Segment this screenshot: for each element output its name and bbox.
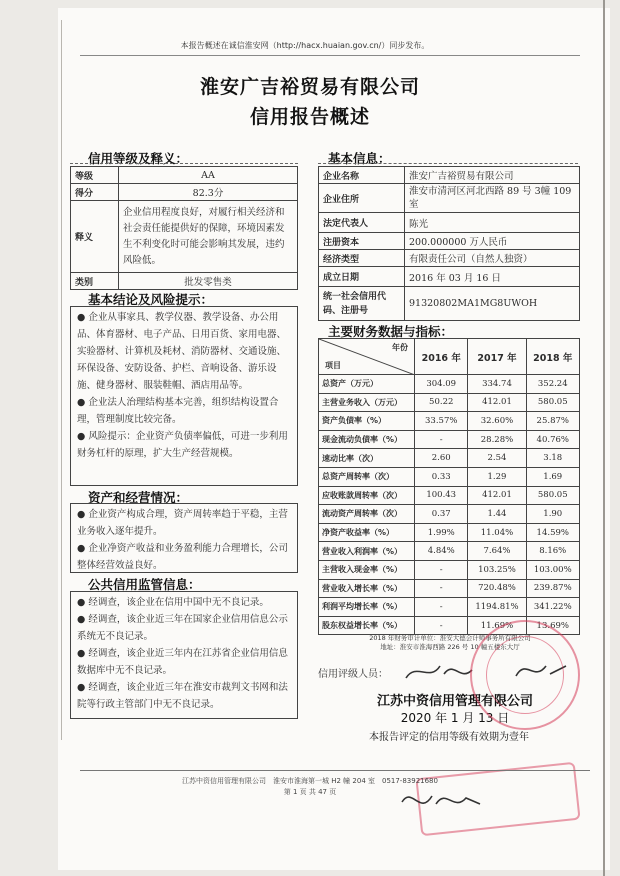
finance-row — [319, 560, 580, 579]
basic-label: 企业住所 — [319, 184, 405, 213]
finance-cell: 304.09 — [415, 375, 468, 394]
finance-cell: 412.01 — [468, 393, 526, 412]
score-label: 得分 — [71, 184, 119, 201]
finance-cell: 33.57% — [415, 412, 468, 431]
finance-row-label: 流动资产周转率（次） — [319, 505, 415, 524]
meaning-label: 释义 — [71, 201, 119, 273]
finance-cell: 1194.81% — [468, 598, 526, 617]
finance-cell: 1.90 — [526, 505, 579, 524]
finance-cell: 103.00% — [526, 560, 579, 579]
finance-cell: - — [415, 598, 468, 617]
finance-corner-cell — [319, 339, 415, 375]
finance-row-label: 主营收入现金率（%） — [319, 560, 415, 579]
finance-row — [319, 393, 580, 412]
finance-cell: 2.54 — [468, 449, 526, 468]
basic-label: 法定代表人 — [319, 213, 405, 233]
finance-cell: 412.01 — [468, 486, 526, 505]
finance-cell: 50.22 — [415, 393, 468, 412]
finance-cell: 2.60 — [415, 449, 468, 468]
finance-cell: 580.05 — [526, 486, 579, 505]
finance-cell: 7.64% — [468, 542, 526, 561]
finance-cell: 0.33 — [415, 467, 468, 486]
basic-label: 经济类型 — [319, 250, 405, 267]
public-item: ● 经调查，该企业近三年内在江苏省企业信用信息数据库中无不良记录。 — [77, 648, 288, 676]
conclusion-item: ● 企业从事家具、教学仪器、教学设备、办公用品、体育器材、电子产品、日用百货、家用电器、实验器材、计算机及耗材、消防器材、交通设施、环保设备、安防设备、护栏、音响设备、游乐设施、健身器材、服装鞋帽、酒店用品等。 — [77, 312, 287, 391]
basic-heading: 基本信息： — [328, 151, 391, 166]
finance-cell: 1.44 — [468, 505, 526, 524]
finance-cell: 341.22% — [526, 598, 579, 617]
finance-cell: - — [415, 579, 468, 598]
conclusion-heading: 基本结论及风险提示： — [88, 292, 214, 307]
basic-heading-rule — [318, 163, 578, 164]
footer-divider — [80, 770, 590, 771]
finance-row-label: 总资产周转率（次） — [319, 467, 415, 486]
finance-cell: 1.99% — [415, 523, 468, 542]
finance-cell: 8.16% — [526, 542, 579, 561]
year-header: 2017 年 — [468, 339, 526, 375]
finance-row — [319, 467, 580, 486]
basic-label: 注册资本 — [319, 233, 405, 250]
finance-cell: 580.05 — [526, 393, 579, 412]
basic-value: 淮安广吉裕贸易有限公司 — [405, 167, 580, 184]
finance-cell: 32.60% — [468, 412, 526, 431]
level-label: 等级 — [71, 167, 119, 184]
rater-date: 2020 年 1 月 13 日 — [400, 711, 510, 725]
basic-value: 91320802MA1MG8UWOH — [405, 287, 580, 321]
corner-item-label: 项目 — [325, 361, 341, 370]
finance-cell: - — [415, 560, 468, 579]
rater-org: 江苏中资信用管理有限公司 — [376, 694, 533, 709]
validity-note: 本报告评定的信用等级有效期为壹年 — [369, 732, 529, 743]
finance-cell: 40.76% — [526, 430, 579, 449]
finance-row — [319, 598, 580, 617]
audit-note: 2018 年财务审计单位：淮安大德会计师事务所有限公司 — [369, 634, 531, 642]
basic-label: 成立日期 — [319, 267, 405, 287]
finance-cell: 1.29 — [468, 467, 526, 486]
public-item: ● 经调查，该企业近三年在淮安市裁判文书网和法院等行政主管部门中无不良记录。 — [77, 682, 288, 710]
finance-cell: 352.24 — [526, 375, 579, 394]
finance-cell: 0.37 — [415, 505, 468, 524]
year-header: 2018 年 — [526, 339, 579, 375]
basic-value: 200.000000 万人民币 — [405, 233, 580, 250]
finance-row — [319, 505, 580, 524]
finance-cell: 1.69 — [526, 467, 579, 486]
address-note: 地址：淮安市淮海西路 226 号 10 幢五楼东大厅 — [380, 643, 520, 651]
finance-row-label: 股东权益增长率（%） — [319, 616, 415, 635]
page-edge-right — [603, 0, 605, 876]
finance-row-label: 营业收入增长率（%） — [319, 579, 415, 598]
year-header: 2016 年 — [415, 339, 468, 375]
finance-row — [319, 430, 580, 449]
rating-heading-rule — [70, 163, 298, 164]
finance-cell: 239.87% — [526, 579, 579, 598]
page-number: 第 1 页 共 47 页 — [283, 788, 337, 796]
finance-cell: 100.43 — [415, 486, 468, 505]
basic-table — [318, 166, 580, 321]
finance-row — [319, 486, 580, 505]
assets-heading: 资产和经营情况： — [88, 490, 189, 505]
conclusion-box — [70, 306, 298, 486]
category-label: 类别 — [71, 273, 119, 290]
finance-cell: 25.87% — [526, 412, 579, 431]
finance-row-label: 现金流动负债率（%） — [319, 430, 415, 449]
conclusion-item: ● 风险提示：企业资产负债率偏低，可进一步利用财务杠杆的原理，扩大生产经营规模。 — [77, 431, 288, 459]
finance-row — [319, 523, 580, 542]
assets-item: ● 企业净资产收益和业务盈利能力合理增长，公司整体经营效益良好。 — [77, 543, 288, 571]
corner-year-label: 年份 — [392, 343, 408, 352]
finance-cell: 11.69% — [468, 616, 526, 635]
public-item: ● 经调查，该企业近三年在国家企业信用信息公示系统无不良记录。 — [77, 614, 288, 642]
finance-row-label: 主营业务收入（万元） — [319, 393, 415, 412]
basic-label: 企业名称 — [319, 167, 405, 184]
rater-label: 信用评级人员： — [318, 669, 388, 680]
finance-cell: 28.28% — [468, 430, 526, 449]
rating-table — [70, 166, 298, 290]
finance-row — [319, 449, 580, 468]
assets-item: ● 企业资产构成合理，资产周转率趋于平稳，主营业务收入逐年提升。 — [77, 509, 288, 537]
basic-label: 统一社会信用代码、注册号 — [319, 287, 405, 321]
finance-row — [319, 412, 580, 431]
score-value: 82.3分 — [119, 184, 298, 201]
finance-row — [319, 375, 580, 394]
basic-value: 陈光 — [405, 213, 580, 233]
meaning-value: 企业信用程度良好，对履行相关经济和社会责任能提供好的保障，环境因素发生不利变化时可能会影响其发展，违约风险低。 — [119, 201, 298, 273]
company-title: 淮安广吉裕贸易有限公司 — [199, 76, 420, 98]
finance-row-label: 净资产收益率（%） — [319, 523, 415, 542]
round-seal-inner — [486, 636, 564, 714]
finance-cell: 334.74 — [468, 375, 526, 394]
finance-cell: 3.18 — [526, 449, 579, 468]
report-title: 信用报告概述 — [249, 106, 370, 128]
finance-row — [319, 579, 580, 598]
finance-row-label: 利润平均增长率（%） — [319, 598, 415, 617]
footer-company: 江苏中资信用管理有限公司 淮安市淮海第一城 H2 幢 204 室 0517-83921680 — [182, 777, 438, 785]
level-value: AA — [119, 167, 298, 184]
rating-heading: 信用等级及释义： — [88, 151, 189, 166]
finance-row-label: 应收账款周转率（次） — [319, 486, 415, 505]
finance-row-label: 总资产（万元） — [319, 375, 415, 394]
finance-cell: 720.48% — [468, 579, 526, 598]
finance-cell: 103.25% — [468, 560, 526, 579]
finance-cell: 13.69% — [526, 616, 579, 635]
finance-body — [319, 375, 580, 635]
basic-value: 2016 年 03 月 16 日 — [405, 267, 580, 287]
assets-box — [70, 503, 298, 573]
publish-notice: 本报告概述在诚信淮安网（http://hacx.huaian.gov.cn/）同步发布。 — [180, 41, 430, 50]
finance-cell: 11.04% — [468, 523, 526, 542]
finance-row-label: 资产负债率（%） — [319, 412, 415, 431]
basic-value: 有限责任公司（自然人独资） — [405, 250, 580, 267]
header-divider — [80, 55, 580, 56]
conclusion-item: ● 企业法人治理结构基本完善，组织结构设置合理，管理制度比较完备。 — [77, 397, 279, 425]
basic-value: 淮安市清河区河北西路 89 号 3幢 109 室 — [405, 184, 580, 213]
finance-row — [319, 542, 580, 561]
finance-cell: 4.84% — [415, 542, 468, 561]
finance-row-label: 速动比率（次） — [319, 449, 415, 468]
finance-table — [318, 338, 580, 635]
finance-cell: - — [415, 616, 468, 635]
category-value: 批发零售类 — [119, 273, 298, 290]
finance-heading: 主要财务数据与指标： — [328, 324, 454, 339]
finance-cell: 14.59% — [526, 523, 579, 542]
finance-cell: - — [415, 430, 468, 449]
public-heading: 公共信用监管信息： — [88, 577, 201, 592]
public-box — [70, 591, 298, 719]
finance-row-label: 营业收入利润率（%） — [319, 542, 415, 561]
public-item: ● 经调查，该企业在信用中国中无不良记录。 — [77, 597, 269, 608]
